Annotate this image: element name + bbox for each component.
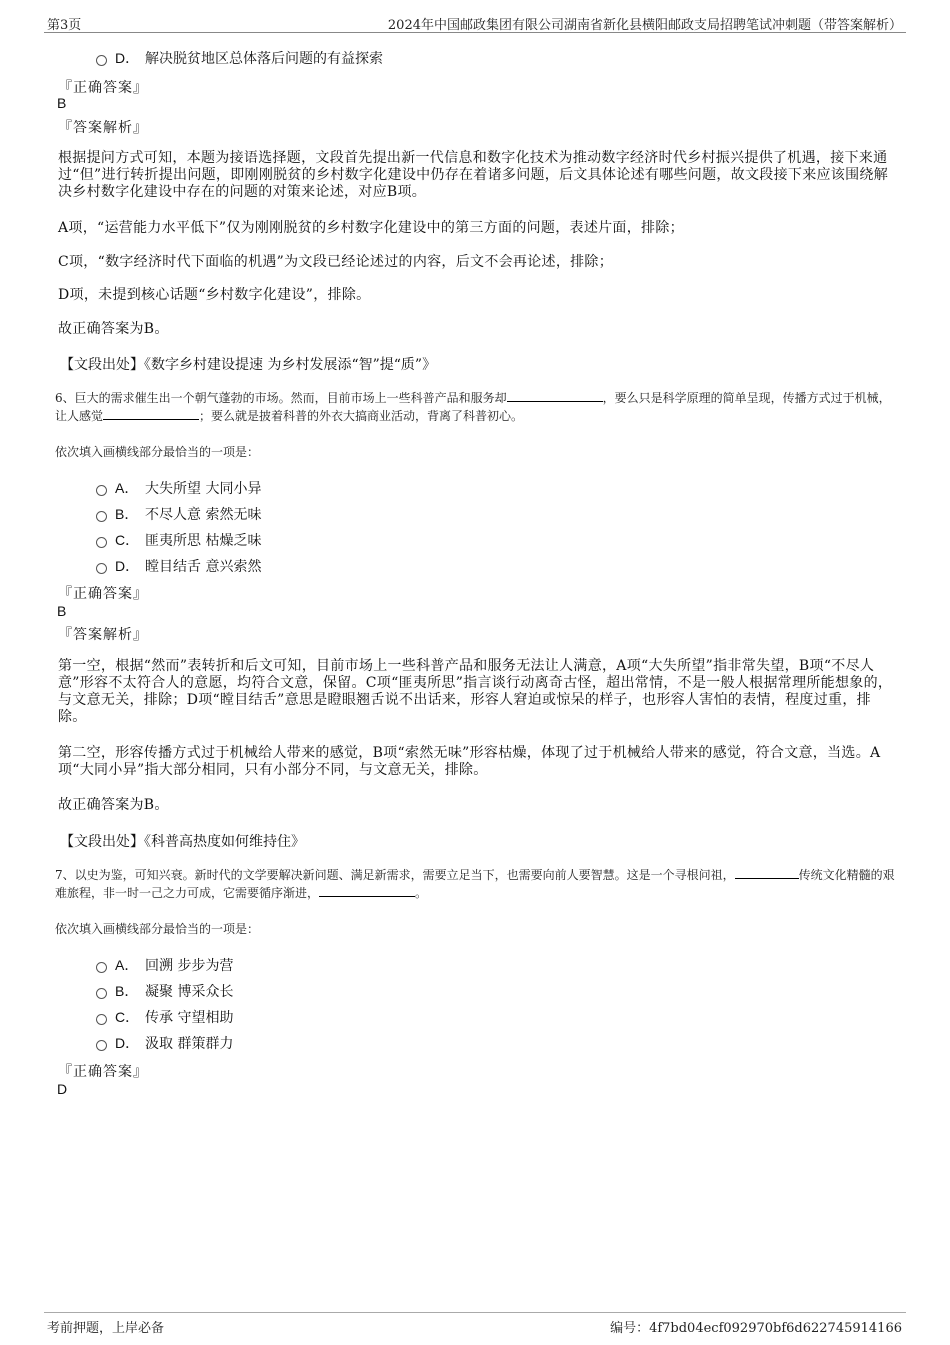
analysis-label: 『答案解析』 [58,627,148,643]
analysis-paragraph: A项，“运营能力水平低下”仅为刚刚脱贫的乡村数字化建设中的第三方面的问题，表述片面，排除； [58,220,684,236]
radio-icon[interactable] [96,511,107,522]
radio-icon[interactable] [96,962,107,973]
fill-blank[interactable] [103,407,199,420]
analysis-paragraph: 第一空，根据“然而”表转折和后文可知，目前市场上一些科普产品和服务无法让人满意，A项“大失所望”指非常失望，B项“不尽人意”形容不太符合人的意愿，均符合文意，保留。C项“匪夷所思”指言谈行动离奇古怪，超出常情，不是一般人根据常理所能想象的，与文意无关，排除；D项“瞠目结舌”意思是瞪眼翘舌说不出话来，形容人窘迫或惊呆的样子，也形容人害怕的表情，程度过重，排除。 [58,658,893,725]
fill-blank[interactable] [319,884,415,897]
radio-icon[interactable] [96,485,107,496]
radio-icon[interactable] [96,537,107,548]
document-code: 编号：4f7bd04ecf092970bf6d622745914166 [610,1321,902,1336]
answer-label: 『正确答案』 [58,1064,148,1080]
option-a[interactable]: A． 回溯 步步为营 [96,955,233,975]
analysis-paragraph: D项，未提到核心话题“乡村数字化建设”，排除。 [58,287,371,303]
answer-value: D [57,1081,68,1097]
question-instruction: 依次填入画横线部分最恰当的一项是： [55,445,260,459]
radio-icon[interactable] [96,563,107,574]
prev-option-d[interactable]: D． 解决脱贫地区总体落后问题的有益探索 [96,48,383,68]
footer-motto: 考前押题，上岸必备 [47,1321,165,1336]
answer-label: 『正确答案』 [58,586,148,602]
analysis-conclusion: 故正确答案为B。 [58,321,169,337]
analysis-paragraph: C项，“数字经济时代下面临的机遇”为文段已经论述过的内容，后文不会再论述，排除； [58,254,614,270]
radio-icon[interactable] [96,1040,107,1051]
passage-source: 【文段出处】《数字乡村建设提速 为乡村发展添“智”提“质”》 [60,357,437,373]
radio-icon[interactable] [96,1014,107,1025]
radio-icon[interactable] [96,55,107,66]
option-b[interactable]: B． 凝聚 博采众长 [96,981,233,1001]
option-a[interactable]: A． 大失所望 大同小异 [96,478,261,498]
answer-value: B [57,603,67,619]
option-d[interactable]: D． 汲取 群策群力 [96,1033,233,1053]
analysis-paragraph: 根据提问方式可知，本题为接语选择题，文段首先提出新一代信息和数字化技术为推动数字经济时代乡村振兴提供了机遇，接下来通过“但”进行转折提出问题，即刚刚脱贫的乡村数字化建设中仍存在着诸多问题，后文具体论述有哪些问题，故文段接下来应该围绕解决乡村数字化建设中存在的问题的对策来论述，对应B项。 [58,150,889,200]
radio-icon[interactable] [96,988,107,999]
passage-source: 【文段出处】《科普高热度如何维持住》 [60,834,305,850]
page-number: 第3页 [47,18,82,33]
question-text: 6、巨大的需求催生出一个朝气蓬勃的市场。然而，目前市场上一些科普产品和服务却 ，要么只是科学原理的简单呈现，传播方式过于机械，让人感觉 ；要么就是披着科普的外衣大搞商业活动，背离了科普初心。 [55,391,891,423]
question-text: 7、以史为鉴，可知兴衰。新时代的文学要解决新问题、满足新需求，需要立足当下，也需要向前人要智慧。这是一个寻根问祖， 传统文化精髓的艰难旅程，非一时一己之力可成，它需要循序渐进， 。 [55,868,895,900]
question-instruction: 依次填入画横线部分最恰当的一项是： [55,922,260,936]
option-c[interactable]: C． 传承 守望相助 [96,1007,233,1027]
page-header [44,10,906,33]
fill-blank[interactable] [735,866,799,879]
document-title: 2024年中国邮政集团有限公司湖南省新化县横阳邮政支局招聘笔试冲刺题（带答案解析） [387,18,902,33]
option-c[interactable]: C． 匪夷所思 枯燥乏味 [96,530,261,550]
analysis-label: 『答案解析』 [58,120,148,136]
page-footer [44,1312,906,1336]
fill-blank[interactable] [507,389,603,402]
option-d[interactable]: D． 瞠目结舌 意兴索然 [96,556,261,576]
analysis-conclusion: 故正确答案为B。 [58,797,169,813]
analysis-paragraph: 第二空，形容传播方式过于机械给人带来的感觉，B项“索然无味”形容枯燥，体现了过于机械给人带来的感觉，符合文意，当选。A项“大同小异”指大部分相同，只有小部分不同，与文意无关，排除。 [58,745,881,778]
answer-label: 『正确答案』 [58,80,148,96]
option-b[interactable]: B． 不尽人意 索然无味 [96,504,261,524]
answer-value: B [57,95,67,111]
